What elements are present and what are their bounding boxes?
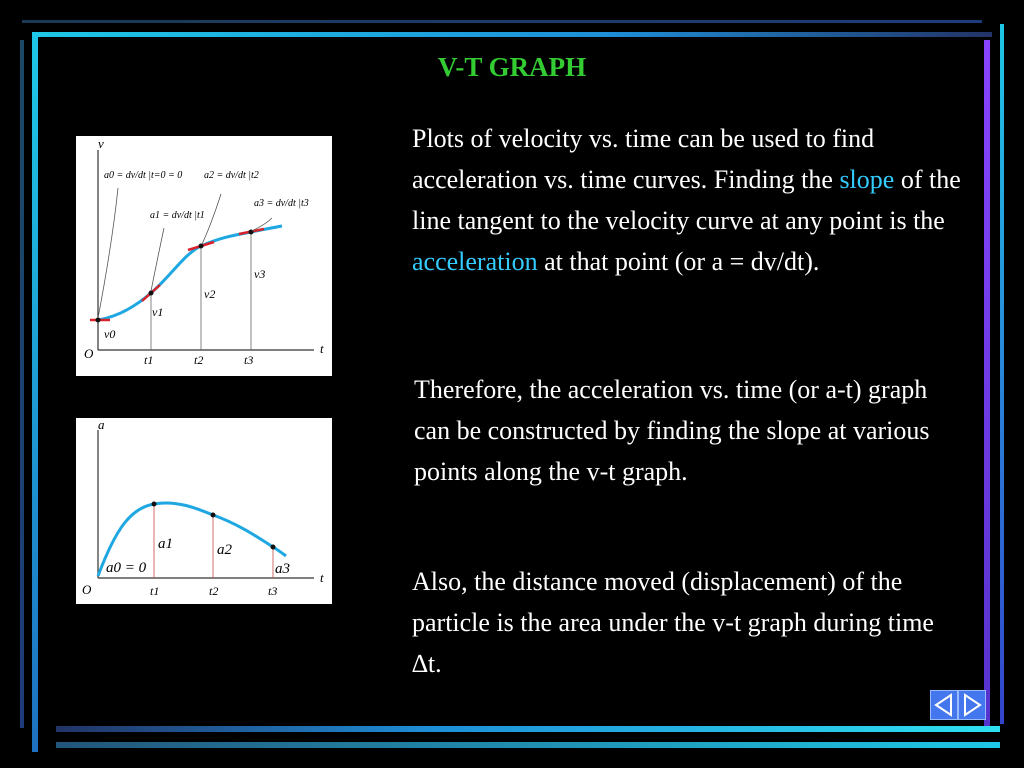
point-1	[152, 502, 157, 507]
point-1	[149, 291, 154, 296]
t-axis-label: t	[320, 570, 324, 585]
next-arrow-icon	[959, 691, 985, 719]
vt-graph-figure	[76, 136, 332, 376]
at-graph-figure	[76, 418, 332, 604]
t2-label: t2	[209, 584, 219, 598]
v0-label: v0	[104, 327, 116, 341]
t-axis-label: t	[320, 341, 324, 356]
frame-right-line-outer	[1000, 24, 1004, 724]
a3-equation: a3 = dv/dt |t3	[254, 198, 309, 209]
a1-equation: a1 = dv/dt |t1	[150, 210, 205, 221]
leader-a2	[202, 194, 221, 244]
slide-nav	[930, 690, 986, 720]
acceleration-highlight: acceleration	[412, 247, 538, 276]
frame-top-line	[32, 32, 992, 37]
a3-label: a3	[275, 561, 290, 577]
origin-label: O	[84, 346, 94, 361]
paragraph-velocity	[412, 118, 967, 282]
a0-equation: a0 = dv/dt |t=0 = 0	[104, 170, 183, 181]
paragraph-displacement: Also, the distance moved (displacement) of the particle is the area under the v-t graph during time ∆t.	[412, 567, 934, 678]
frame-top-line-dark	[22, 20, 982, 23]
point-0	[96, 318, 101, 323]
a1-label: a1	[158, 536, 173, 552]
paragraph-at-graph: Therefore, the acceleration vs. time (or a-t) graph can be constructed by finding the slope at various points along the v-t graph.	[414, 375, 930, 486]
v3-label: v3	[254, 267, 266, 281]
point-2	[199, 244, 204, 249]
para1-text-1: Plots of velocity vs. time can be used to find acceleration vs. time curves. Finding the	[412, 124, 875, 194]
slide-title: V-T GRAPH	[437, 52, 587, 82]
t3-label: t3	[244, 353, 254, 367]
para1-text-2: of the line tangent to the velocity curve at any point is the	[412, 165, 961, 235]
point-2	[211, 513, 216, 518]
a2-equation: a2 = dv/dt |t2	[204, 170, 259, 181]
frame-right-line	[984, 40, 990, 730]
point-3	[271, 545, 276, 550]
leader-a0	[98, 188, 118, 318]
a0-label: a0 = 0	[106, 560, 147, 576]
frame-left-line-dark	[20, 40, 24, 728]
frame-bottom-line-dark	[56, 742, 1000, 748]
a2-label: a2	[217, 542, 232, 558]
at-graph-svg	[76, 418, 332, 604]
v-axis-label: v	[98, 136, 104, 151]
t3-label: t3	[268, 584, 278, 598]
prev-arrow-icon	[931, 691, 957, 719]
v2-label: v2	[204, 287, 216, 301]
v1-label: v1	[152, 305, 164, 319]
t1-label: t1	[144, 353, 154, 367]
t1-label: t1	[150, 584, 160, 598]
t2-label: t2	[194, 353, 204, 367]
origin-label: O	[82, 582, 92, 597]
frame-bottom-line	[56, 726, 1000, 732]
vt-graph-svg	[76, 136, 332, 376]
next-slide-button[interactable]	[958, 690, 986, 720]
para1-text-3: at that point (or a = dv/dt).	[537, 247, 820, 276]
frame-left-line	[32, 32, 38, 752]
slope-highlight: slope	[839, 165, 895, 194]
a-axis-label: a	[98, 418, 105, 432]
prev-slide-button[interactable]	[930, 690, 958, 720]
